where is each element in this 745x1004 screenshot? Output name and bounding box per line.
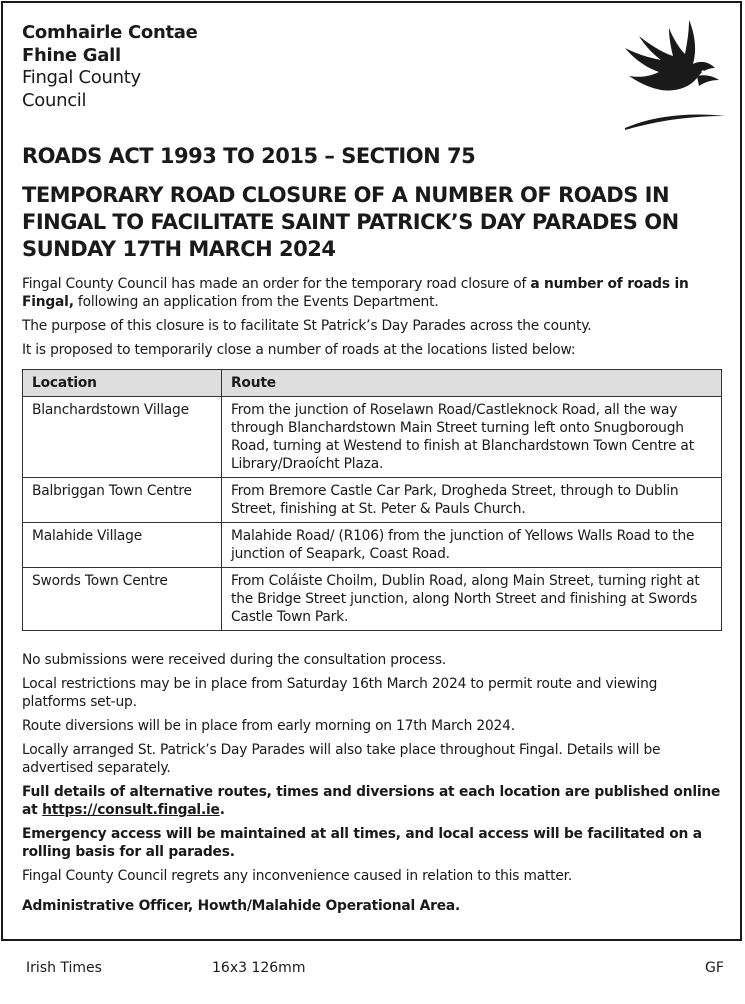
footer-size: 16x3 126mm: [212, 960, 306, 976]
council-name-irish-1: Comhairle Contae: [22, 22, 198, 43]
heading-closure: TEMPORARY ROAD CLOSURE OF A NUMBER OF ROADS IN FINGAL TO FACILITATE SAINT PATRICK’S DAY PARADES ON SUNDAY 17TH MARCH 2024: [22, 183, 679, 261]
intro-paragraph-3: It is proposed to temporarily close a number of roads at the locations listed below:: [22, 342, 576, 358]
intro-paragraph-1: Fingal County Council has made an order for the temporary road closure of a number of roads in Fingal, following an application from the Events Department.: [22, 276, 689, 310]
location-cell: Blanchardstown Village: [23, 397, 222, 478]
table-row: [23, 523, 722, 568]
council-name: [22, 22, 722, 112]
table-row: [23, 478, 722, 523]
council-name-english-2: Council: [22, 89, 87, 111]
heading-act: ROADS ACT 1993 TO 2015 – SECTION 75: [22, 144, 476, 168]
emergency-access-paragraph: Emergency access will be maintained at all times, and local access will be facilitated on a rolling basis for all parades.: [22, 826, 702, 860]
column-header-location: Location: [23, 370, 222, 397]
signature: Administrative Officer, Howth/Malahide Operational Area.: [22, 898, 461, 914]
closure-table: [22, 369, 722, 631]
location-cell: Swords Town Centre: [23, 568, 222, 631]
table-row: [23, 397, 722, 478]
route-cell: Malahide Road/ (R106) from the junction of Yellows Walls Road to the junction of Seapark, Coast Road.: [222, 523, 722, 568]
intro-paragraph-2: The purpose of this closure is to facilitate St Patrick’s Day Parades across the county.: [22, 318, 592, 334]
route-cell: From the junction of Roselawn Road/Castleknock Road, all the way through Blanchardstown Main Street turning left onto Snugborough Road, turning at Westend to finish at Blanchardstown Town Centre at Library/Draoícht Plaza.: [222, 397, 722, 478]
bird-logo-icon: [623, 16, 727, 132]
table-header-row: [23, 370, 722, 397]
route-cell: From Bremore Castle Car Park, Drogheda Street, through to Dublin Street, finishing at St. Peter & Pauls Church.: [222, 478, 722, 523]
local-parades-paragraph: Locally arranged St. Patrick’s Day Parades will also take place throughout Fingal. Details will be advertised separately.: [22, 742, 661, 776]
details-text: [22, 651, 722, 921]
restrictions-paragraph: Local restrictions may be in place from Saturday 16th March 2024 to permit route and viewing platforms set-up.: [22, 676, 658, 710]
column-header-route: Route: [222, 370, 722, 397]
diversions-paragraph: Route diversions will be in place from early morning on 17th March 2024.: [22, 718, 515, 734]
footer-code: GF: [705, 960, 724, 976]
table-row: [23, 568, 722, 631]
route-cell: From Coláiste Choilm, Dublin Road, along Main Street, turning right at the Bridge Street junction, along North Street and finishing at Swords Castle Town Park.: [222, 568, 722, 631]
consult-link[interactable]: https://consult.fingal.ie: [42, 802, 220, 818]
online-details-paragraph: Full details of alternative routes, times and diversions at each location are published online at https://consult.fingal.ie.: [22, 784, 721, 818]
location-cell: Balbriggan Town Centre: [23, 478, 222, 523]
footer-publication: Irish Times: [26, 960, 102, 976]
council-name-irish-2: Fhine Gall: [22, 44, 121, 66]
regrets-paragraph: Fingal County Council regrets any inconvenience caused in relation to this matter.: [22, 868, 573, 884]
intro-text: [22, 275, 712, 365]
council-name-english-1: Fingal County: [22, 67, 141, 88]
location-cell: Malahide Village: [23, 523, 222, 568]
submissions-paragraph: No submissions were received during the consultation process.: [22, 652, 446, 668]
